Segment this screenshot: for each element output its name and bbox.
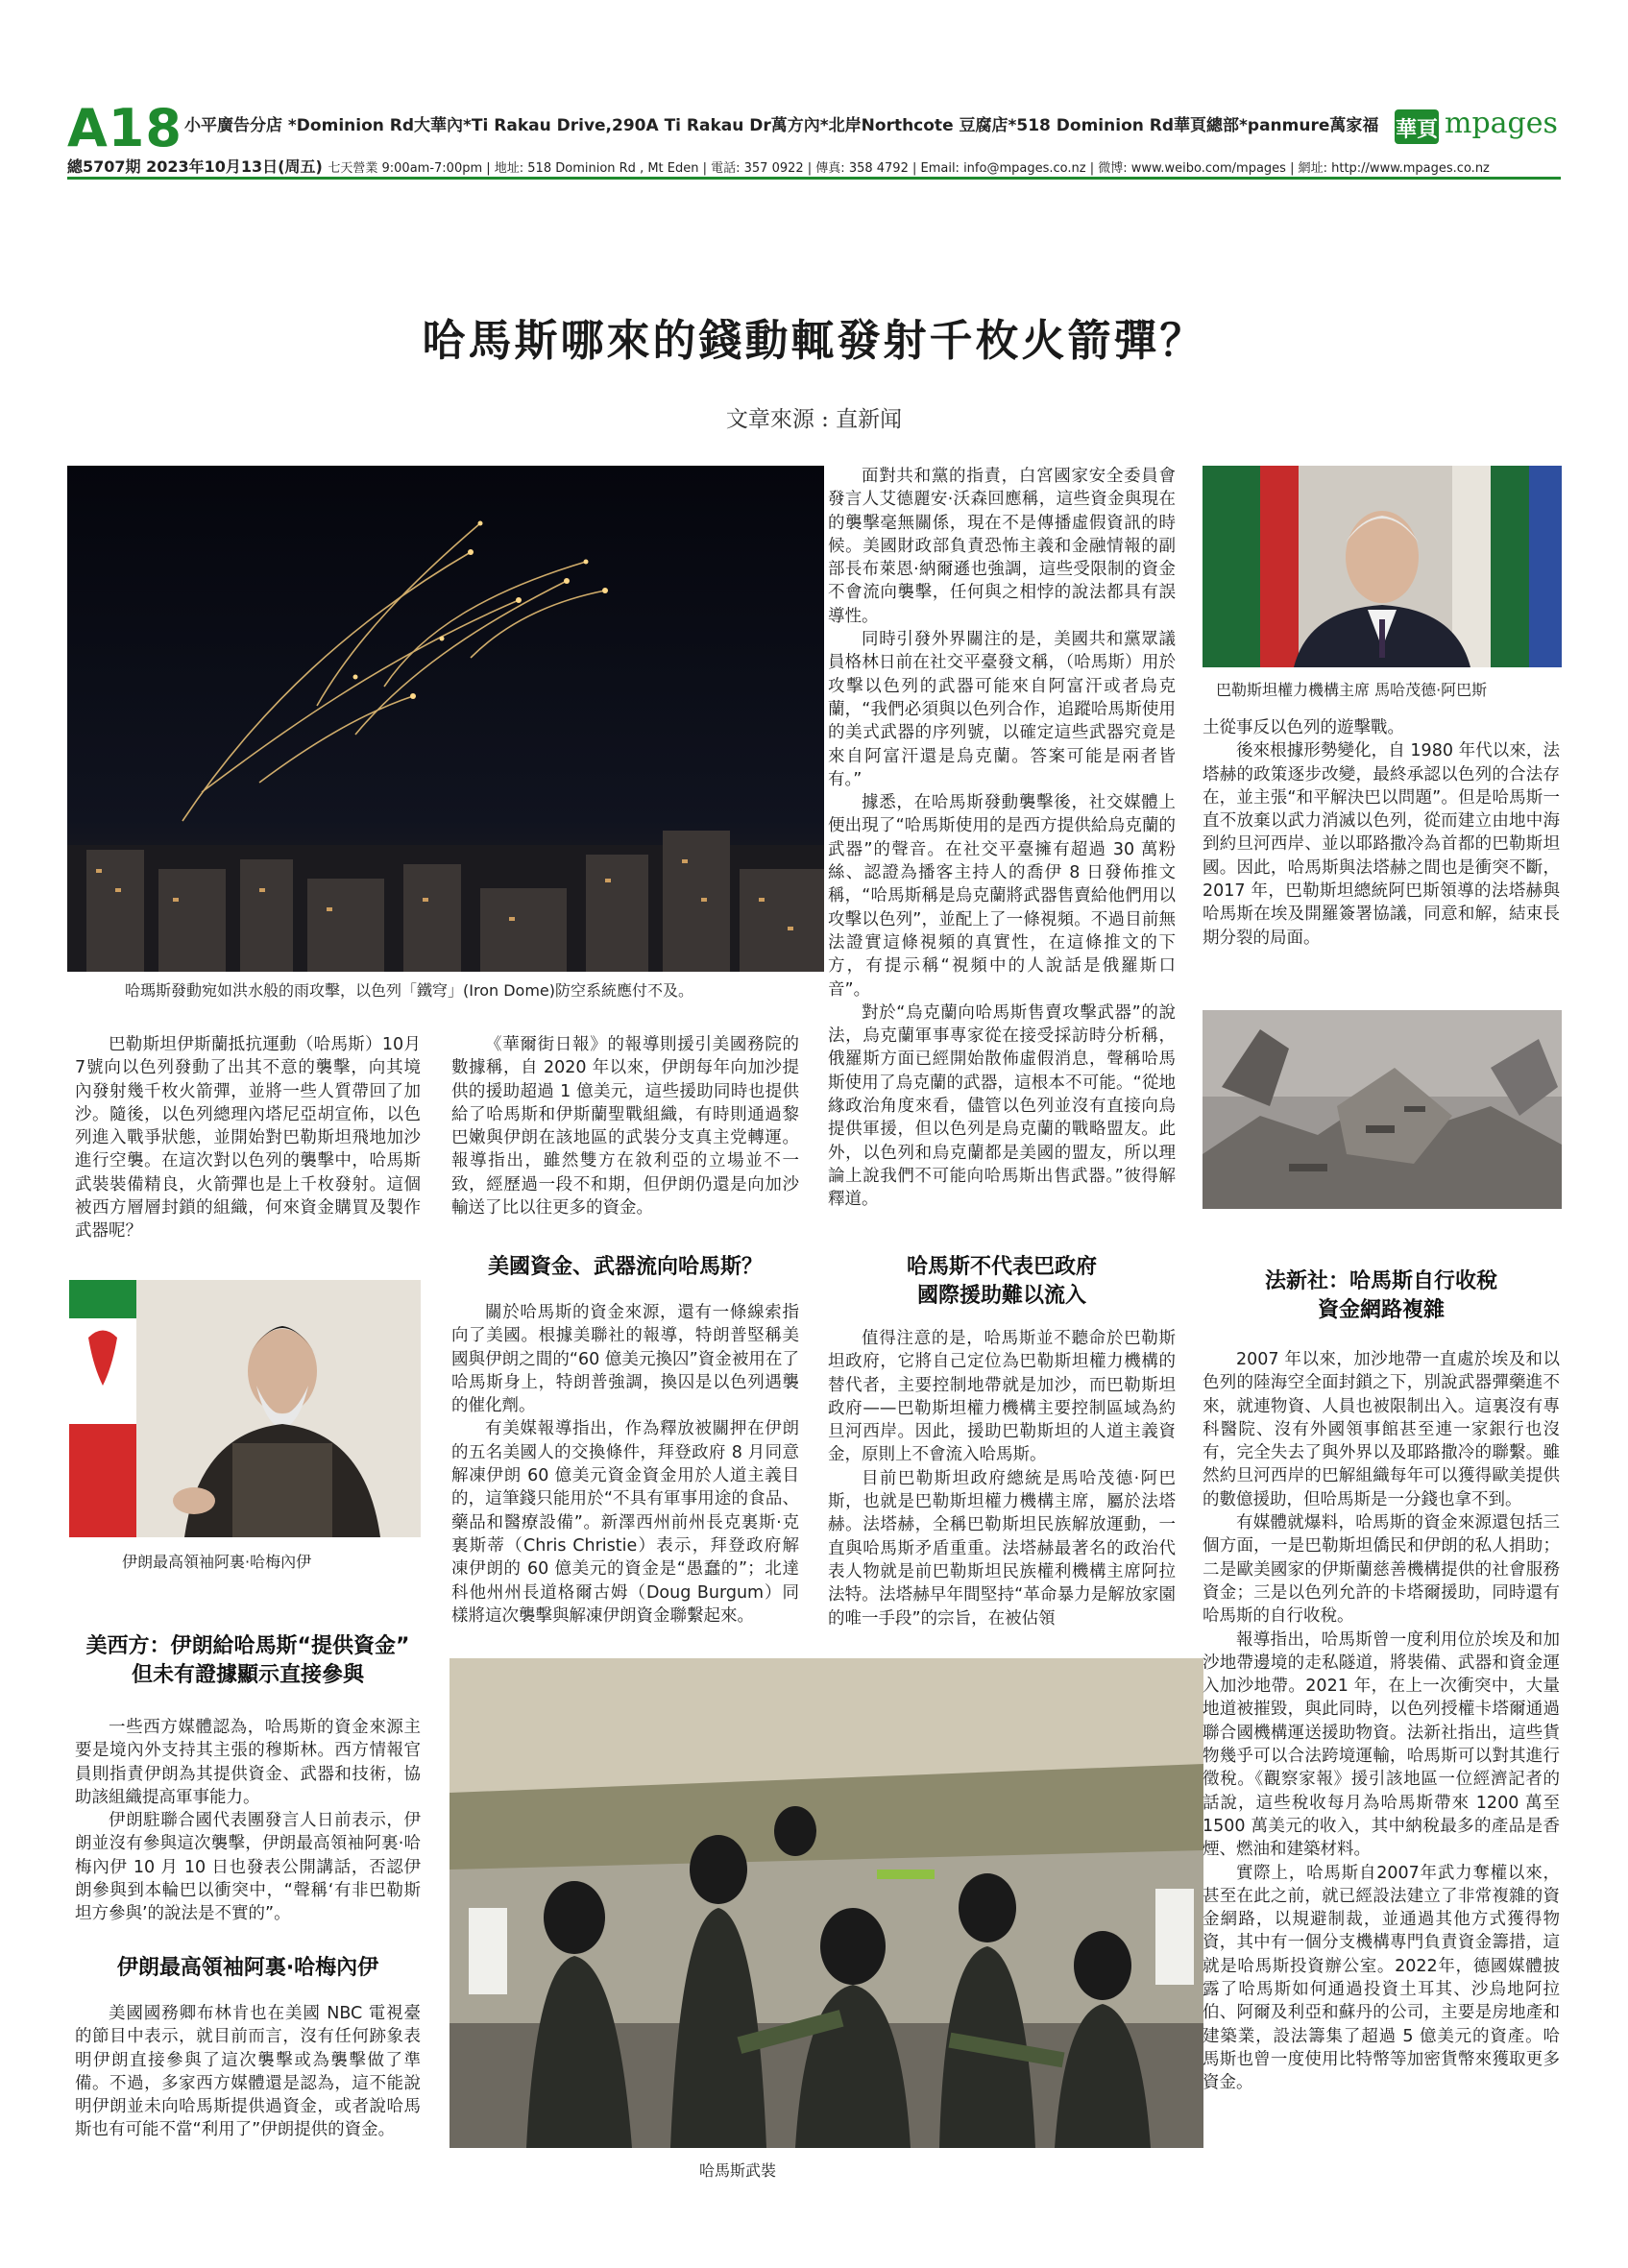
subhead-iran-leader: 伊朗最高領袖阿裏·哈梅內伊 <box>116 1956 379 1980</box>
khamenei-caption: 伊朗最高領袖阿裏·哈梅內伊 <box>122 1553 312 1571</box>
page-number: A18 <box>67 98 182 158</box>
branch-list: 小平廣告分店 *Dominion Rd大華內*Ti Rakau Drive,290A Ti Rakau Dr萬方內*北岸Northcote 豆腐店*518 Dominion Rd華頁總部*panmure萬家福 <box>184 116 1379 135</box>
intro-text: 巴勒斯坦伊斯蘭抵抗運動（哈馬斯）10月7號向以色列發動了出其不意的襲擊，向其境內發射幾千枚火箭彈，並將一些人質帶回了加沙。隨後，以色列總理內塔尼亞胡宣佈，以色列進入戰爭狀態，並開始對巴勒斯坦飛地加沙進行空襲。在這次對以色列的襲擊中，哈馬斯武裝裝備精良，火箭彈也是上千枚發射。這個被西方層層封鎖的組織，何來資金購買及製作武器呢？ <box>75 1035 421 1242</box>
abbas-photo <box>1203 466 1562 667</box>
us-funds-text: 關於哈馬斯的資金來源，還有一條線索指向了美國。根據美聯社的報導，特朗普堅稱美國與伊朗之間的“60 億美元換囚”資金被用在了哈馬斯身上，特朗普強調，換囚是以色列遇襲的催化劑。 有美媒報導指出，作為釋放被關押在伊朗的五名美國人的交換條件，拜登政府 8 月同意解凍伊朗 60 億美元資金資金用於人道主義目的，這筆錢只能用於“不具有軍事用途的食品、藥品和醫療設備”。新澤西州前州長克裏斯·克裏斯蒂（Chris Christie）表示，拜登政府解凍伊朗的 60 億美元的資金是“愚蠢的”；北達科他州州長道格爾古姆（Doug Burgum）同樣將這次襲擊與解凍伊朗資金聯繫起來。 <box>451 1303 799 1626</box>
col4-text: 土從事反以色列的遊擊戰。 後來根據形勢變化，自 1980 年代以來，法塔赫的政策逐步改變，最終承認以色列的合法存在，並主張“和平解決巴以問題”。但是哈馬斯一直不放棄以武力消滅以色列，從而建立由地中海到約旦河西岸、並以耶路撒冷為首都的巴勒斯坦國。因此，哈馬斯與法塔赫之間也是衝突不斷，2017 年，巴勒斯坦總統阿巴斯領導的法塔赫與哈馬斯在埃及開羅簽署協議，同意和解，結束長期分裂的局面。 <box>1203 718 1560 948</box>
header-rule <box>67 177 1561 180</box>
mpages-logo <box>1393 100 1566 150</box>
svg-text:mpages: mpages <box>1445 107 1558 140</box>
pa-text: 值得注意的是，哈馬斯並不聽命於巴勒斯坦政府，它將自己定位為巴勒斯坦權力機構的替代者，主要控制地帶就是加沙，而巴勒斯坦政府——巴勒斯坦權力機構主要控制區域為約旦河西岸。因此，援助巴勒斯坦的人道主義資金，原則上不會流入哈馬斯。 目前巴勒斯坦政府總統是馬哈茂德·阿巴斯，也就是巴勒斯坦權力機構主席，屬於法塔赫。法塔赫，全稱巴勒斯坦民族解放運動，一直與哈馬斯矛盾重重。法塔赫最著名的政治代表人物就是前巴勒斯坦民族權利機構主席阿拉法特。法塔赫早年間堅持“革命暴力是解放家園的唯一手段”的宗旨，在被佔領 <box>828 1329 1176 1629</box>
militants-photo <box>450 1658 1203 2148</box>
west-text: 一些西方媒體認為，哈馬斯的資金來源主要是境內外支持其主張的穆斯林。西方情報官員則指責伊朗為其提供資金、武器和技術，協助該組織提高軍事能力。 伊朗駐聯合國代表團發言人日前表示，伊朗並沒有參與這次襲擊，伊朗最高領袖阿裏·哈梅內伊 10 月 10 日也發表公開講話，否認伊朗參與到本輪巴以衝突中，“聲稱‘有非巴勒斯坦方參與’的說法是不實的”。 <box>75 1718 421 1924</box>
rocket-night-photo <box>67 466 824 972</box>
abbas-caption: 巴勒斯坦權力機構主席 馬哈茂德·阿巴斯 <box>1216 681 1488 699</box>
khamenei-photo <box>69 1280 421 1537</box>
subhead-us-funds: 美國資金、武器流向哈馬斯？ <box>487 1255 763 1279</box>
afp-text: 2007 年以來，加沙地帶一直處於埃及和以色列的陸海空全面封鎖之下，別說武器彈藥進不來，就連物資、人員也被限制出入。這裏沒有專科醫院、沒有外國領事館甚至連一家銀行也沒有，完全失去了與外界以及耶路撒冷的聯繫。雖然約旦河西岸的巴解組織每年可以獲得歐美提供的數億援助，但哈馬斯是一分錢也拿不到。 有媒體就爆料，哈馬斯的資金來源還包括三個方面，一是巴勒斯坦僑民和伊朗的私人捐助；二是歐美國家的伊斯蘭慈善機構提供的社會服務資金；三是以色列允許的卡塔爾援助，同時還有哈馬斯的自行收稅。 報導指出，哈馬斯曾一度利用位於埃及和加沙地帶邊境的走私隧道，將裝備、武器和資金運入加沙地帶。2021 年，在上一次衝突中，大量地道被摧毀，與此同時，以色列授權卡塔爾通過聯合國機構運送援助物資。法新社指出，這些貨物幾乎可以合法跨境運輸，哈馬斯可以對其進行徵稅。《觀察家報》援引該地區一位經濟記者的話說，這些稅收每月為哈馬斯帶來 1200 萬至 1500 萬美元的收入，其中納稅最多的產品是香煙、燃油和建築材料。 實際上，哈馬斯自2007年武力奪權以來，甚至在此之前，就已經設法建立了非常複雜的資金網路，以規避制裁，並通過其他方式獲得物資，其中有一個分支機構專門負責資金籌措，這就是哈馬斯投資辦公室。2022年，德國媒體披露了哈馬斯如何通過投資土耳其、沙烏地阿拉伯、阿爾及利亞和蘇丹的公司，主要是房地產和建築業，設法籌集了超過 5 億美元的資產。哈馬斯也曾一度使用比特幣等加密貨幣來獲取更多資金。 <box>1203 1350 1560 2093</box>
col3-text: 面對共和黨的指責，白宮國家安全委員會發言人艾德麗安·沃森回應稱，這些資金與現在的襲擊毫無關係，現在不是傳播虛假資訊的時候。美國財政部負責恐怖主義和金融情報的副部長布萊恩·納爾遜也強調，這些受限制的資金不會流向襲擊，任何與之相悖的說法都具有誤導性。 同時引發外界關注的是，美國共和黨眾議員格林日前在社交平臺發文稱，（哈馬斯）用於攻擊以色列的武器可能來自阿富汗或者烏克蘭，“我們必須與以色列合作，追蹤哈馬斯使用的美式武器的序列號，以確定這些武器究竟是來自阿富汗還是烏克蘭。答案可能是兩者皆有。” 據悉，在哈馬斯發動襲擊後，社交媒體上便出現了“哈馬斯使用的是西方提供給烏克蘭的武器”的聲音。在社交平臺擁有超過 30 萬粉絲、認證為播客主持人的喬伊 8 日發佈推文稱，“哈馬斯稱是烏克蘭將武器售賣給他們用以攻擊以色列”，並配上了一條視頻。不過目前無法證實這條視頻的真實性，在這條推文的下方，有提示稱“視頻中的人說話是俄羅斯口音”。 對於“烏克蘭向哈馬斯售賣攻擊武器”的說法，烏克蘭軍事專家從在接受採訪時分析稱，俄羅斯方面已經開始散佈虛假消息，聲稱哈馬斯使用了烏克蘭的武器，這根本不可能。“從地緣政治角度來看，儘管以色列並沒有直接向烏提供軍援，但以色列是烏克蘭的戰略盟友。此外，以色列和烏克蘭都是美國的盟友，所以理論上說我們不可能向哈馬斯出售武器。”彼得解釋道。 <box>828 467 1176 1210</box>
issue-date: 總5707期 2023年10月13日(周五) <box>67 157 323 176</box>
subhead-pa: 哈馬斯不代表巴政府 國際援助難以流入 <box>906 1255 1097 1308</box>
article-title: 哈馬斯哪來的錢動輒發射千枚火箭彈？ <box>422 315 1206 366</box>
iran-text: 美國國務卿布林肯也在美國 NBC 電視臺的節目中表示，就目前而言，沒有任何跡象表明伊朗直接參與了這次襲擊或為襲擊做了準備。不過，多家西方媒體還是認為，這不能說明伊朗並未向哈馬斯提供過資金，或者說哈馬斯也有可能不當“利用了”伊朗提供的資金。 <box>75 2004 421 2140</box>
subhead-afp: 法新社：哈馬斯自行收稅 資金網路複雜 <box>1264 1269 1497 1322</box>
contact-info: 七天營業 9:00am-7:00pm | 地址: 518 Dominion Rd , Mt Eden | 電話: 357 0922 | 傳真: 358 4792 | Email: info@mpages.co.nz | 微博: www.weibo.com/mpages | 網址: http://www.mpages.co.nz <box>328 161 1490 176</box>
rocket-photo-caption: 哈瑪斯發動宛如洪水般的雨攻擊，以色列「鐵穹」(Iron Dome)防空系統應付不及。 <box>125 981 693 1000</box>
article-source: 文章來源 : 直新闻 <box>725 407 903 432</box>
militants-caption: 哈馬斯武裝 <box>699 2161 777 2180</box>
rubble-photo <box>1203 1010 1562 1209</box>
wsj-text: 《華爾街日報》的報導則援引美國務院的數據稱，自 2020 年以來，伊朗每年向加沙提供的援助超過 1 億美元，這些援助同時也提供給了哈馬斯和伊斯蘭聖戰組織，有時則通過黎巴嫩與伊朗在該地區的武裝分支真主党轉運。報導指出，雖然雙方在敘利亞的立場並不一致，經歷過一段不和期，但伊朗仍還是向加沙輸送了比以往更多的資金。 <box>451 1035 799 1218</box>
subhead-west: 美西方：伊朗給哈馬斯“提供資金” 但未有證據顯示直接參與 <box>85 1634 410 1687</box>
issue-line <box>67 155 1490 177</box>
svg-text:華頁: 華頁 <box>1395 118 1439 142</box>
